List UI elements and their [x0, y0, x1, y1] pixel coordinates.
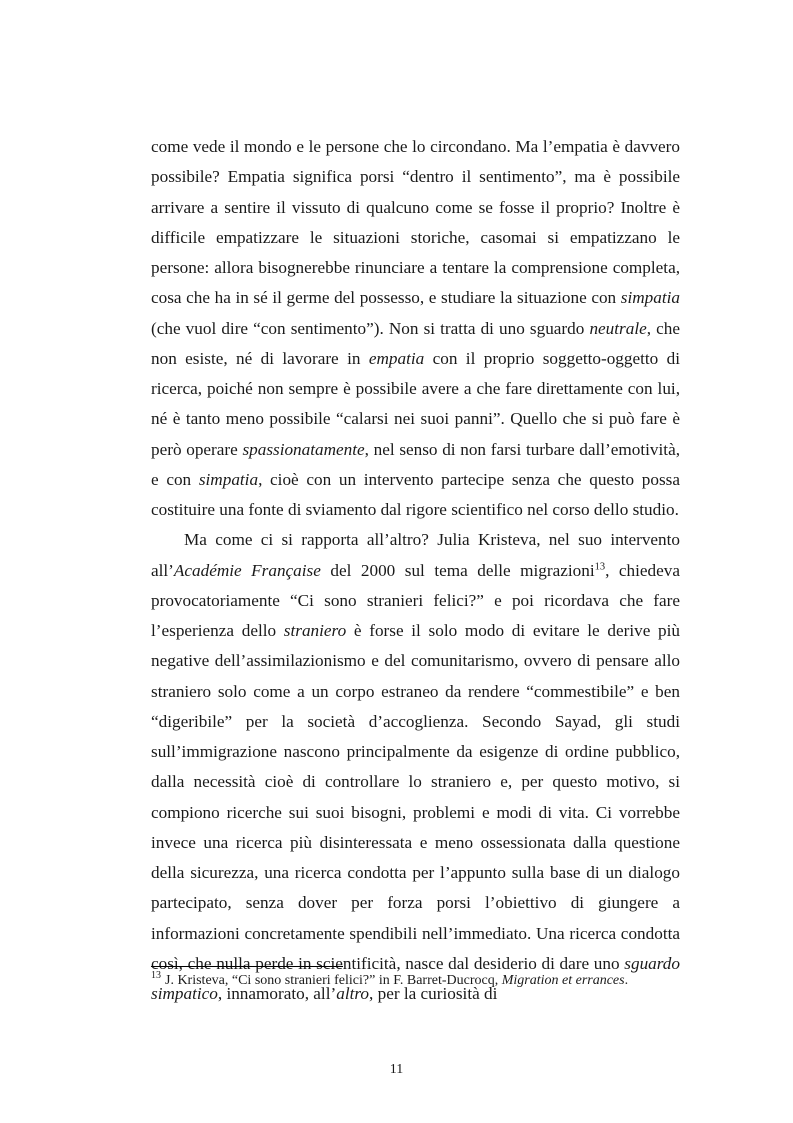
footnote-reference: 13	[594, 560, 606, 572]
text-run: , nel senso di non farsi turbare dall’emotività, e con	[151, 439, 680, 489]
footnote	[151, 970, 680, 991]
italic-text: Académie Française	[173, 560, 321, 580]
italic-text: simpatia	[620, 288, 680, 308]
text-run: , chiedeva provocatoriamente “Ci sono stranieri felici?” e poi ricordava che fare l’esperienza dello	[151, 560, 681, 640]
text-run: , innamorato, all’	[217, 984, 337, 1003]
italic-text: neutrale	[589, 318, 647, 338]
text-run: , che non esiste, né di lavorare in	[151, 318, 680, 368]
italic-text: altro	[336, 984, 370, 1003]
text-run: , cioè con un intervento partecipe senza che questo possa costituire una fonte di sviamento dal rigore scientifico nel corso dello studio.	[151, 469, 680, 519]
text-run: è forse il solo modo di evitare le derive più negative dell’assimilazionismo e del comunitarismo, ovvero di pensare allo straniero solo come a un corpo estraneo da rendere “commestibile” e ben “digeribile” per la società d’accoglienza. Secondo Sayad, gli studi sull’immigrazione nascono principalmente da esigenze di ordine pubblico, dalla necessità cioè di controllare lo straniero e, per questo motivo, si compiono ricerche sui suoi bisogni, problemi e modi di vita. Ci vorrebbe invece una ricerca più disinteressata e meno ossessionata dalla questione della sicurezza, una ricerca condotta per l’appunto sulla base di un dialogo partecipato, senza dover per forza porsi l’obiettivo di giungere a informazioni concretamente spendibili nell’immediato. Una ricerca condotta così, che nulla perde in scientificità, nasce dal desiderio di dare uno	[151, 621, 680, 973]
italic-text: straniero	[283, 621, 347, 640]
italic-text: simpatia	[198, 469, 259, 489]
italic-text: spassionatamente	[242, 439, 365, 459]
text-run: J. Kristeva, “Ci sono stranieri felici?” in F. Barret-Ducrocq,	[165, 973, 502, 988]
page-number: 11	[389, 1062, 404, 1077]
paragraph-1	[151, 132, 680, 525]
text-run: , per la curiosità di	[369, 984, 498, 1003]
paragraph-2	[151, 525, 680, 1009]
text-run: con il proprio soggetto-oggetto di ricerca, poiché non sempre è possibile avere a che fare direttamente con lui, né è tanto meno possibile “calarsi nei suoi panni”. Quello che si può fare è però operare	[151, 348, 680, 459]
text-run: .	[624, 973, 629, 988]
footnote-separator	[151, 966, 343, 967]
italic-text: Migration et errances	[501, 973, 625, 988]
italic-text: sguardo simpatico	[151, 953, 680, 1003]
italic-text: empatia	[368, 348, 425, 368]
body-text	[151, 132, 680, 1009]
footnote-number: 13	[151, 970, 161, 982]
text-run: (che vuol dire “con sentimento”). Non si tratta di uno sguardo	[151, 318, 590, 338]
footnote-text	[165, 973, 628, 988]
text-run: come vede il mondo e le persone che lo circondano. Ma l’empatia è davvero possibile? Empatia significa porsi “dentro il sentimento”, ma è possibile arrivare a sentire il vissuto di qualcuno come se fosse il proprio? Inoltre è difficile empatizzare le situazioni storiche, casomai si empatizzano le persone: allora bisognerebbe rinunciare a tentare la comprensione completa, cosa che ha in sé il germe del possesso, e studiare la situazione con	[151, 137, 680, 308]
text-run: Ma come ci si rapporta all’altro? Julia Kristeva, nel suo intervento all’	[151, 530, 680, 580]
text-run: del 2000 sul tema delle migrazioni	[320, 560, 595, 580]
